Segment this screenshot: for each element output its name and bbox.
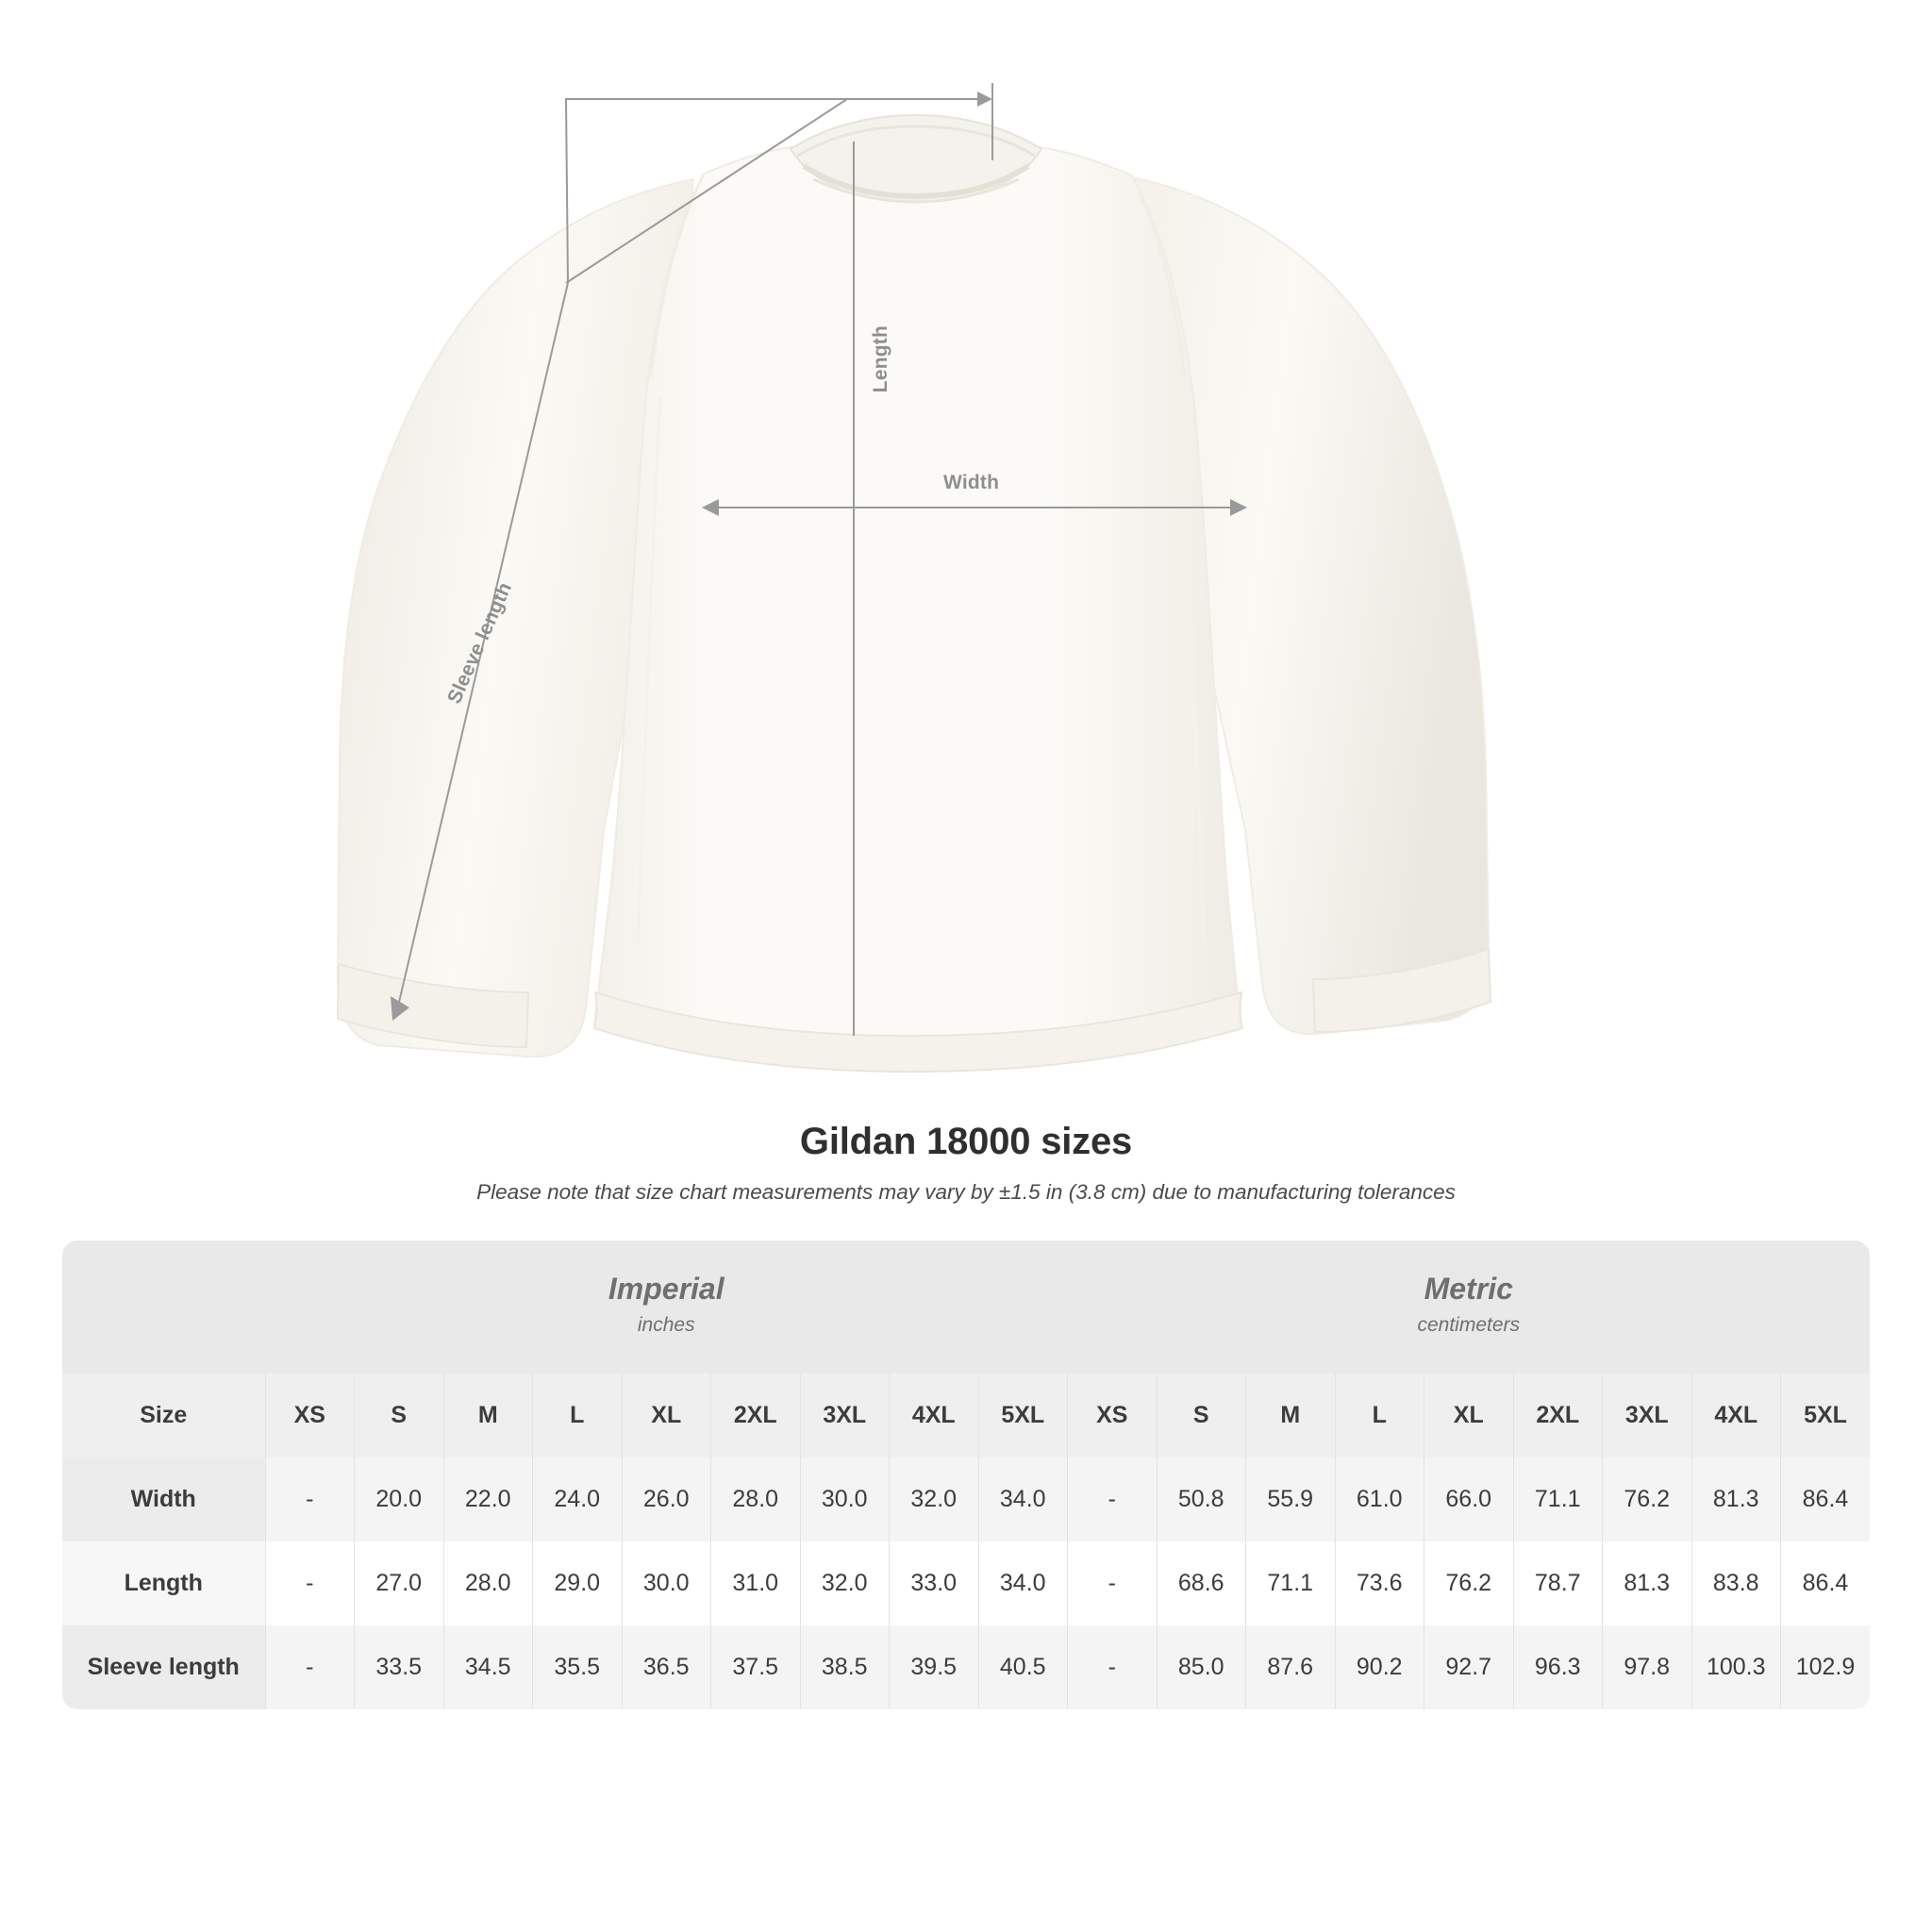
sleeve-imperial-s: 33.5 [355, 1625, 444, 1709]
sleeve-metric-2xl: 96.3 [1513, 1625, 1603, 1709]
width-imperial-4xl: 32.0 [890, 1457, 979, 1541]
header-metric-s: S [1157, 1374, 1246, 1457]
sleeve-metric-3xl: 97.8 [1603, 1625, 1692, 1709]
width-metric-5xl: 86.4 [1781, 1457, 1871, 1541]
length-imperial-4xl: 33.0 [890, 1541, 979, 1625]
length-imperial-xs: - [265, 1541, 355, 1625]
header-imperial-l: L [533, 1374, 623, 1457]
width-imperial-3xl: 30.0 [800, 1457, 890, 1541]
length-metric-5xl: 86.4 [1781, 1541, 1871, 1625]
sleeve-metric-s: 85.0 [1157, 1625, 1246, 1709]
header-imperial-3xl: 3XL [800, 1374, 890, 1457]
sleeve-metric-5xl: 102.9 [1781, 1625, 1871, 1709]
sleeve-metric-4xl: 100.3 [1691, 1625, 1781, 1709]
unit-imperial-name: Imperial [608, 1272, 724, 1306]
sleeve-metric-xs: - [1068, 1625, 1158, 1709]
sleeve-imperial-l: 35.5 [533, 1625, 623, 1709]
length-imperial-m: 28.0 [443, 1541, 533, 1625]
width-dimension-label: Width [943, 472, 1000, 493]
table-row-sleeve-length [62, 1625, 1870, 1709]
width-metric-xs: - [1068, 1457, 1158, 1541]
table-row-length [62, 1541, 1870, 1625]
length-metric-4xl: 83.8 [1691, 1541, 1781, 1625]
length-imperial-3xl: 32.0 [800, 1541, 890, 1625]
width-imperial-5xl: 34.0 [978, 1457, 1068, 1541]
sleeve-metric-xl: 92.7 [1424, 1625, 1514, 1709]
page-title: Gildan 18000 sizes [799, 1121, 1133, 1162]
header-metric-l: L [1335, 1374, 1424, 1457]
row-label-length: Length [62, 1541, 265, 1625]
unit-metric-sub: centimeters [1417, 1314, 1521, 1337]
length-metric-m: 71.1 [1246, 1541, 1336, 1625]
size-table-container [62, 1241, 1870, 1709]
length-metric-xs: - [1068, 1541, 1158, 1625]
length-imperial-2xl: 31.0 [711, 1541, 801, 1625]
width-metric-4xl: 81.3 [1691, 1457, 1781, 1541]
header-metric-2xl: 2XL [1513, 1374, 1603, 1457]
table-header-row [62, 1374, 1870, 1457]
table-row-width [62, 1457, 1870, 1541]
sleeve-imperial-xl: 36.5 [622, 1625, 711, 1709]
header-metric-3xl: 3XL [1603, 1374, 1692, 1457]
unit-imperial [265, 1241, 1068, 1374]
header-imperial-4xl: 4XL [890, 1374, 979, 1457]
unit-metric [1068, 1241, 1871, 1374]
size-table [62, 1241, 1870, 1709]
header-metric-xl: XL [1424, 1374, 1514, 1457]
width-imperial-xl: 26.0 [622, 1457, 711, 1541]
sleeve-imperial-3xl: 38.5 [800, 1625, 890, 1709]
header-imperial-m: M [443, 1374, 533, 1457]
header-metric-m: M [1246, 1374, 1336, 1457]
sleeve-imperial-xs: - [265, 1625, 355, 1709]
header-imperial-xl: XL [622, 1374, 711, 1457]
width-metric-m: 55.9 [1246, 1457, 1336, 1541]
header-imperial-5xl: 5XL [978, 1374, 1068, 1457]
length-imperial-5xl: 34.0 [978, 1541, 1068, 1625]
header-metric-xs: XS [1068, 1374, 1158, 1457]
unit-banner-spacer [62, 1241, 265, 1374]
length-metric-xl: 76.2 [1424, 1541, 1514, 1625]
length-metric-s: 68.6 [1157, 1541, 1246, 1625]
width-metric-l: 61.0 [1335, 1457, 1424, 1541]
width-imperial-s: 20.0 [355, 1457, 444, 1541]
length-imperial-xl: 30.0 [622, 1541, 711, 1625]
sleeve-length-dimension-label: Sleeve length [443, 578, 517, 708]
sleeve-imperial-4xl: 39.5 [890, 1625, 979, 1709]
sleeve-metric-l: 90.2 [1335, 1625, 1424, 1709]
sleeve-imperial-m: 34.5 [443, 1625, 533, 1709]
length-metric-3xl: 81.3 [1603, 1541, 1692, 1625]
row-label-sleeve-length: Sleeve length [62, 1625, 265, 1709]
unit-banner-row [62, 1241, 1870, 1374]
title-block [0, 1121, 1932, 1205]
unit-imperial-sub: inches [637, 1314, 695, 1337]
length-dimension-label: Length [870, 325, 891, 393]
sleeve-imperial-2xl: 37.5 [711, 1625, 801, 1709]
sleeve-metric-m: 87.6 [1246, 1625, 1336, 1709]
header-imperial-2xl: 2XL [711, 1374, 801, 1457]
row-label-width: Width [62, 1457, 265, 1541]
header-imperial-xs: XS [265, 1374, 355, 1457]
sleeve-imperial-5xl: 40.5 [978, 1625, 1068, 1709]
length-imperial-s: 27.0 [355, 1541, 444, 1625]
length-imperial-l: 29.0 [533, 1541, 623, 1625]
header-metric-5xl: 5XL [1781, 1374, 1871, 1457]
width-metric-xl: 66.0 [1424, 1457, 1514, 1541]
length-metric-2xl: 78.7 [1513, 1541, 1603, 1625]
width-imperial-m: 22.0 [443, 1457, 533, 1541]
width-imperial-xs: - [265, 1457, 355, 1541]
width-metric-3xl: 76.2 [1603, 1457, 1692, 1541]
tolerance-note: Please note that size chart measurements may vary by ±1.5 in (3.8 cm) due to manufacturing tolerances [476, 1180, 1456, 1204]
width-imperial-2xl: 28.0 [711, 1457, 801, 1541]
length-metric-l: 73.6 [1335, 1541, 1424, 1625]
width-metric-s: 50.8 [1157, 1457, 1246, 1541]
unit-metric-name: Metric [1424, 1272, 1513, 1306]
width-metric-2xl: 71.1 [1513, 1457, 1603, 1541]
width-imperial-l: 24.0 [533, 1457, 623, 1541]
header-metric-4xl: 4XL [1691, 1374, 1781, 1457]
header-size: Size [62, 1374, 265, 1457]
header-imperial-s: S [355, 1374, 444, 1457]
